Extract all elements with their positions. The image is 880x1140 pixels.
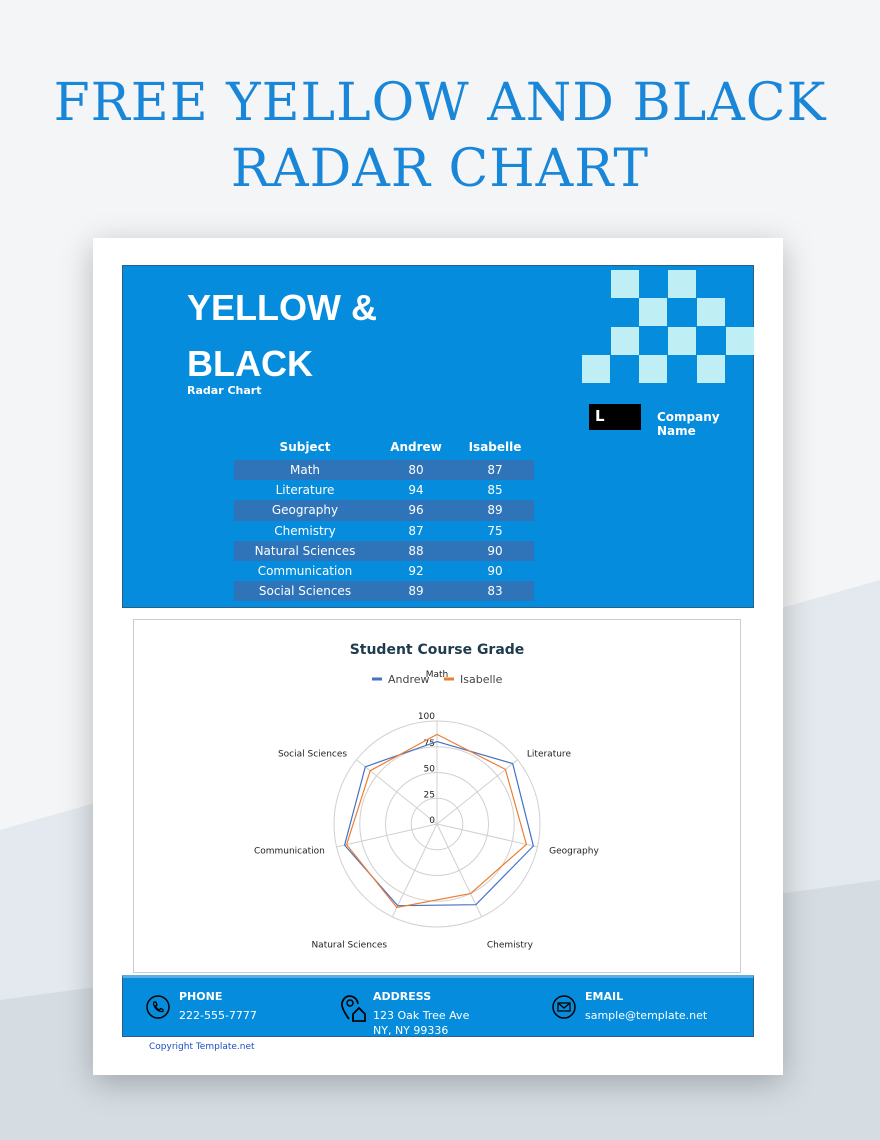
table-row bbox=[234, 541, 534, 561]
andrew-cell: 92 bbox=[408, 564, 424, 579]
axis-label: Social Sciences bbox=[277, 749, 348, 760]
table-row bbox=[234, 460, 534, 480]
series-andrew bbox=[345, 742, 534, 906]
andrew-cell: 96 bbox=[376, 500, 456, 520]
heading-line-2: RADAR CHART bbox=[230, 139, 650, 199]
subject-cell: Geography bbox=[234, 500, 376, 520]
table-row bbox=[234, 561, 534, 581]
tick-label: 25 bbox=[423, 790, 435, 801]
location-home-icon bbox=[339, 994, 367, 1022]
header-subject: Subject bbox=[279, 440, 331, 454]
grid-spoke bbox=[392, 824, 437, 917]
isabelle-cell: 83 bbox=[456, 581, 534, 601]
isabelle-cell: 90 bbox=[456, 541, 534, 561]
tick-label: 75 bbox=[423, 738, 435, 749]
phone-contact: PHONE 222-555-7777 bbox=[145, 990, 257, 1023]
contact-footer bbox=[122, 975, 754, 1037]
isabelle-cell: 90 bbox=[487, 564, 503, 579]
chart-title: Student Course Grade bbox=[349, 642, 525, 658]
company-name: Company Name bbox=[657, 410, 720, 438]
document-title: YELLOW & BLACK bbox=[187, 287, 377, 384]
radar-chart-svg bbox=[134, 620, 740, 972]
table-row bbox=[234, 500, 534, 520]
axis-label: Chemistry bbox=[486, 940, 533, 951]
andrew-cell: 89 bbox=[376, 581, 456, 601]
subject-cell: Social Sciences bbox=[234, 581, 376, 601]
document-page bbox=[93, 238, 783, 1075]
legend-label-andrew: Andrew bbox=[388, 673, 430, 686]
header-isabelle: Isabelle bbox=[468, 440, 522, 454]
grid-spoke bbox=[437, 824, 537, 847]
document-subtitle: Radar Chart bbox=[187, 384, 262, 397]
axis-label: Literature bbox=[526, 749, 571, 760]
legend-label-isabelle: Isabelle bbox=[460, 673, 503, 686]
copyright: Copyright Template.net bbox=[149, 1042, 255, 1052]
tick-label: 0 bbox=[429, 816, 435, 826]
page-heading bbox=[0, 70, 880, 202]
grid-spoke bbox=[437, 824, 482, 917]
axis-label: Communication bbox=[253, 846, 325, 857]
address-contact: ADDRESS 123 Oak Tree Ave NY, NY 99336 bbox=[339, 990, 469, 1038]
isabelle-cell: 89 bbox=[456, 500, 534, 520]
subject-cell: Chemistry bbox=[274, 523, 336, 538]
header-andrew: Andrew bbox=[390, 440, 442, 454]
andrew-cell: 94 bbox=[408, 483, 424, 498]
mail-icon bbox=[551, 994, 577, 1020]
email-contact: EMAIL sample@template.net bbox=[551, 990, 707, 1023]
subject-cell: Communication bbox=[257, 564, 353, 579]
table-row bbox=[234, 581, 534, 601]
isabelle-cell: 85 bbox=[487, 483, 503, 498]
heading-line-1: FREE YELLOW AND BLACK bbox=[53, 73, 827, 133]
table-row bbox=[234, 480, 534, 500]
table-row bbox=[234, 521, 534, 541]
andrew-cell: 80 bbox=[376, 460, 456, 480]
andrew-cell: 87 bbox=[408, 523, 424, 538]
andrew-cell: 88 bbox=[376, 541, 456, 561]
isabelle-cell: 75 bbox=[487, 523, 503, 538]
header-banner bbox=[122, 265, 754, 608]
axis-label: Geography bbox=[549, 846, 599, 857]
subject-cell: Literature bbox=[275, 483, 335, 498]
isabelle-cell: 87 bbox=[456, 460, 534, 480]
company-logo: L bbox=[589, 404, 641, 430]
grades-table bbox=[234, 434, 534, 601]
tick-label: 50 bbox=[423, 764, 435, 775]
subject-cell: Natural Sciences bbox=[234, 541, 376, 561]
axis-label: Math bbox=[425, 670, 449, 680]
phone-icon bbox=[145, 994, 171, 1020]
tick-label: 100 bbox=[417, 712, 435, 722]
axis-label: Natural Sciences bbox=[311, 940, 388, 951]
subject-cell: Math bbox=[234, 460, 376, 480]
radar-chart bbox=[133, 619, 741, 973]
